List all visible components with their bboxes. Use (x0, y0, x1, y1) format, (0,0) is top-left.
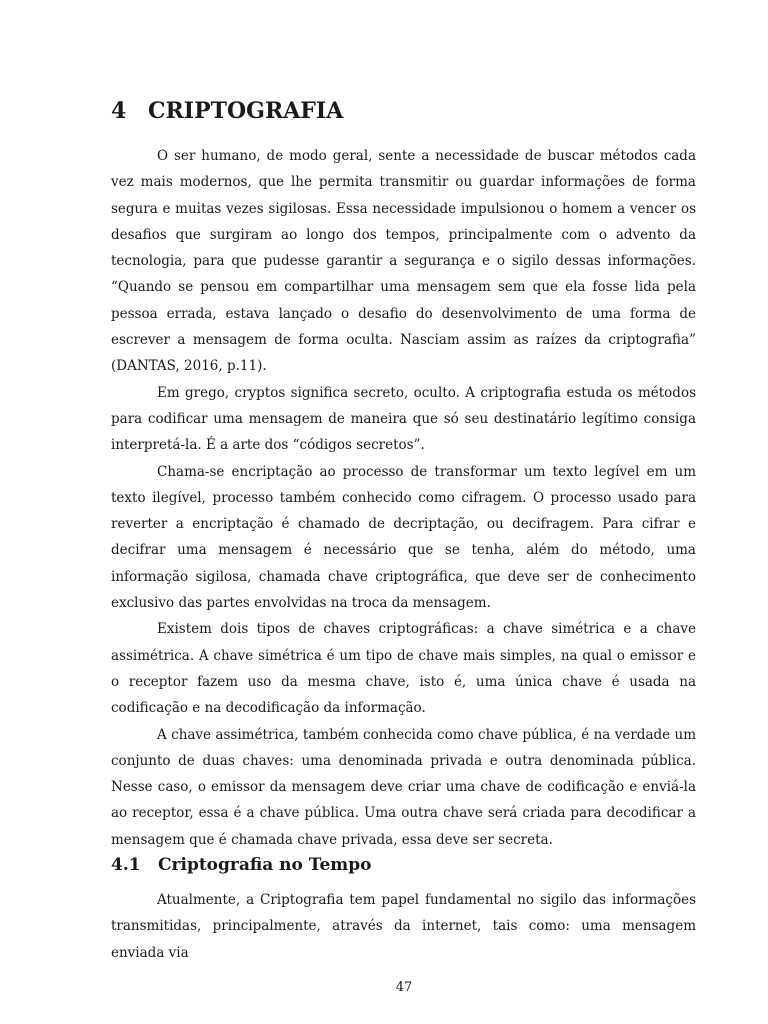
paragraph: Existem dois tipos de chaves criptográficas: a chave simétrica e a chave assimétrica. A chave simétrica é um tipo de chave mais simples, na qual o emissor e o receptor fazem uso da mesma chave, isto é, uma única chave é usada na codificação e na decodificação da informação. (111, 621, 696, 717)
paragraph: A chave assimétrica, também conhecida como chave pública, é na verdade um conjunto de duas chaves: uma denominada privada e outra denominada pública. Nesse caso, o emissor da mensagem deve criar uma chave de codificação e enviá-la ao receptor, essa é a chave pública. Uma outra chave será criada para decodificar a mensagem que é chamada chave privada, essa deve ser secreta. (111, 726, 696, 848)
section-heading (111, 852, 701, 878)
paragraph: Atualmente, a Criptografia tem papel fundamental no sigilo das informações transmitidas, principalmente, através da internet, tais como: uma mensagem enviada via (111, 892, 696, 961)
paragraph: Em grego, cryptos significa secreto, oculto. A criptografia estuda os métodos para codificar uma mensagem de maneira que só seu destinatário legítimo consiga interpretá-la. É a arte dos “códigos secretos”. (111, 384, 696, 454)
chapter-title: CRIPTOGRAFIA (148, 98, 344, 124)
chapter-heading (111, 96, 701, 126)
chapter-number: 4 (111, 98, 127, 124)
paragraph: Chama-se encriptação ao processo de transformar um texto legível em um texto ilegível, processo também conhecido como cifragem. O processo usado para reverter a encriptação é chamado de decriptação, ou decifragem. Para cifrar e decifrar uma mensagem é necessário que se tenha, além do método, uma informação sigilosa, chamada chave criptográfica, que deve ser de conhecimento exclusivo das partes envolvidas na troca da mensagem. (111, 463, 696, 612)
section-number: 4.1 (111, 855, 141, 875)
paragraph: O ser humano, de modo geral, sente a necessidade de buscar métodos cada vez mais modernos, que lhe permita transmitir ou guardar informações de forma segura e muitas vezes sigilosas. Essa necessidade impulsionou o homem a vencer os desafios que surgiram ao longo dos tempos, principalmente com o advento da tecnologia, para que pudesse garantir a segurança e o sigilo dessas informações. “Quando se pensou em compartilhar uma mensagem sem que ela fosse lida pela pessoa errada, estava lançado o desafio do desenvolvimento de uma forma de escrever a mensagem de forma oculta. Nasciam assim as raízes da criptografia” (DANTAS, 2016, p.11). (111, 148, 696, 375)
chapter-body (111, 143, 696, 853)
section-title: Criptografia no Tempo (158, 855, 372, 875)
page-number: 47 (395, 980, 413, 995)
section-body (111, 887, 696, 966)
